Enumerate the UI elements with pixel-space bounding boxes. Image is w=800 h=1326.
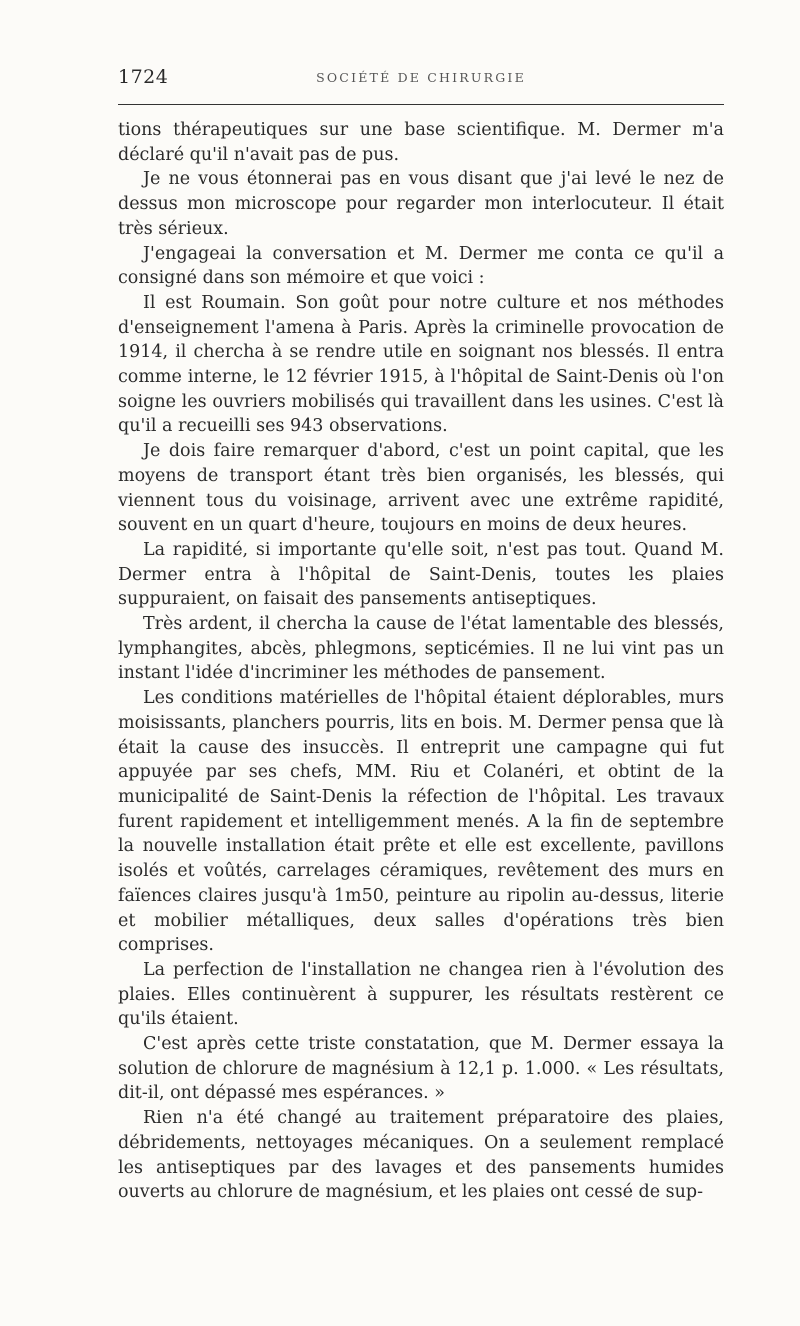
paragraph: Il est Roumain. Son goût pour notre culture et nos méthodes d'enseignement l'amena à Paris. Après la criminelle provocation de 1914, il chercha à se rendre utile en soignant nos blessés. Il entra comme interne, le 12 février 1915, à l'hôpital de Saint-Denis où l'on soigne les ouvriers mobilisés qui travaillent dans les usines. C'est là qu'il a recueilli ses 943 observations.	[118, 292, 724, 437]
header-rule	[118, 104, 724, 105]
page-header	[118, 66, 724, 96]
paragraph: Rien n'a été changé au traitement préparatoire des plaies, débridements, nettoyages mécaniques. On a seulement remplacé les antiseptiques par des lavages et des pansements humides ouverts au chlorure de magnésium, et les plaies ont cessé de sup-	[118, 1108, 724, 1203]
paragraph: J'engageai la conversation et M. Dermer me conta ce qu'il a consigné dans son mémoire et que voici :	[118, 243, 724, 289]
paragraph: La rapidité, si importante qu'elle soit, n'est pas tout. Quand M. Dermer entra à l'hôpital de Saint-Denis, toutes les plaies suppuraient, on faisait des pansements antiseptiques.	[118, 539, 724, 610]
paragraph: C'est après cette triste constatation, que M. Dermer essaya la solution de chlorure de magnésium à 12,1 p. 1.000. « Les résultats, dit-il, ont dépassé mes espérances. »	[118, 1034, 724, 1104]
paragraph-continued: tions thérapeutiques sur une base scientifique. M. Dermer m'a déclaré qu'il n'avait pas de pus.	[118, 120, 724, 165]
paragraph: Très ardent, il chercha la cause de l'état lamentable des blessés, lymphangites, abcès, phlegmons, septicémies. Il ne lui vint pas un instant l'idée d'incriminer les méthodes de pansement.	[118, 614, 724, 684]
body-text	[118, 118, 724, 1205]
paragraph: Je dois faire remarquer d'abord, c'est un point capital, que les moyens de transport étant très bien organisés, les blessés, qui viennent tous du voisinage, arrivent avec une extrême rapidité, souvent en un quart d'heure, toujours en moins de deux heures.	[118, 441, 724, 536]
running-title: SOCIÉTÉ DE CHIRURGIE	[316, 70, 526, 85]
paragraph: La perfection de l'installation ne changea rien à l'évolution des plaies. Elles continuèrent à suppurer, les résultats restèrent ce qu'ils étaient.	[118, 959, 724, 1030]
paragraph: Les conditions matérielles de l'hôpital étaient déplorables, murs moisissants, planchers pourris, lits en bois. M. Dermer pensa que là était la cause des insuccès. Il entreprit une campagne qui fut appuyée par ses chefs, MM. Riu et Colanéri, et obtint de la municipalité de Saint-Denis la réfection de l'hôpital. Les travaux furent rapidement et intelligemment menés. A la fin de septembre la nouvelle installation était prête et elle est excellente, pavillons isolés et voûtés, carrelages céramiques, revêtement des murs en faïences claires jusqu'à 1m50, peinture au ripolin au-dessus, literie et mobilier métalliques, deux salles d'opérations très bien comprises.	[118, 688, 724, 956]
page-number: 1724	[118, 66, 169, 88]
paragraph: Je ne vous étonnerai pas en vous disant que j'ai levé le nez de dessus mon microscope pour regarder mon interlocuteur. Il était très sérieux.	[118, 169, 724, 239]
